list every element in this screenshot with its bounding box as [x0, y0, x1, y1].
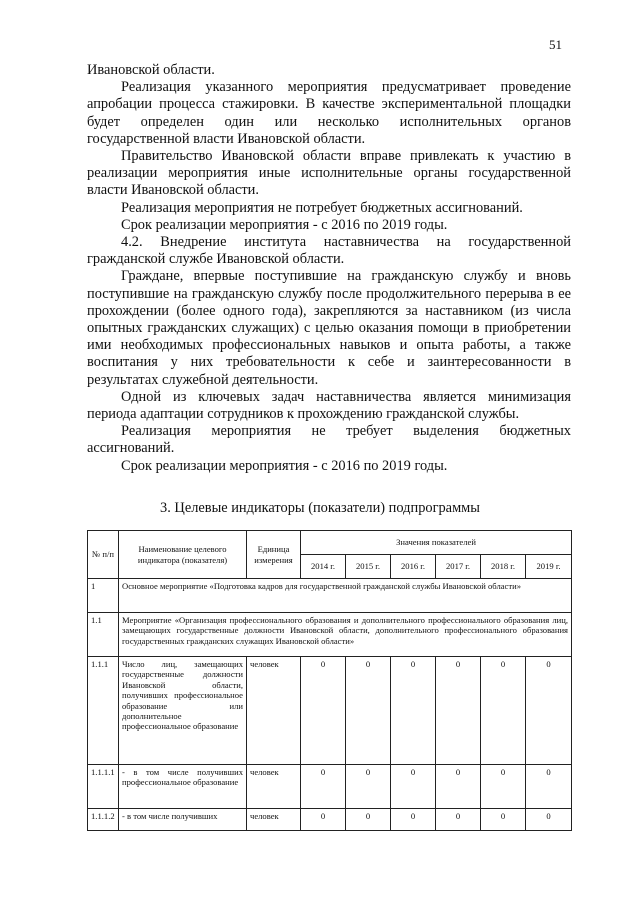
- paragraph: Реализация мероприятия не потребует бюджетных ассигнований.: [121, 199, 523, 216]
- header-unit: Единица измерения: [247, 531, 301, 579]
- row-unit: человек: [247, 657, 301, 765]
- header-year: 2017 г.: [436, 555, 481, 579]
- row-value: 0: [481, 809, 526, 831]
- row-num: 1.1: [88, 613, 119, 657]
- row-num: 1.1.1.1: [88, 765, 119, 809]
- row-value: 0: [301, 657, 346, 765]
- row-value: 0: [301, 765, 346, 809]
- paragraph: Реализация мероприятия не требует выделения бюджетных ассигнований.: [87, 423, 571, 457]
- header-year: 2016 г.: [391, 555, 436, 579]
- row-unit: человек: [247, 809, 301, 831]
- table-row: [88, 613, 572, 657]
- row-value: 0: [526, 809, 572, 831]
- row-value: 0: [436, 765, 481, 809]
- header-year: 2014 г.: [301, 555, 346, 579]
- row-num: 1: [88, 579, 119, 613]
- row-value: 0: [301, 809, 346, 831]
- paragraph: Срок реализации мероприятия - с 2016 по 2019 годы.: [121, 457, 448, 474]
- header-num: № п/п: [88, 531, 119, 579]
- row-name: - в том числе получивших: [119, 809, 247, 831]
- indicators-table: [87, 530, 572, 831]
- row-value: 0: [526, 657, 572, 765]
- row-value: 0: [391, 765, 436, 809]
- row-value: 0: [481, 765, 526, 809]
- paragraph: Срок реализации мероприятия - с 2016 по 2019 годы.: [121, 216, 448, 233]
- paragraph: Граждане, впервые поступившие на гражданскую службу и вновь поступившие на гражданскую службу после продолжительного перерыва в ее прохождении (более одного года), закрепляются за наставником (из числа опытных гражданских служащих) с целью оказания помощи в приобретении ими необходимых профессиональных навыков и опыта работы, а также воспитания у них требовательности к себе и заинтересованности в результатах служебной деятельности.: [87, 268, 571, 388]
- header-name: Наименование целевого индикатора (показателя): [119, 531, 247, 579]
- row-name: - в том числе получивших профессиональное образование: [119, 765, 247, 809]
- row-value: 0: [481, 657, 526, 765]
- table-row: [88, 579, 572, 613]
- row-value: 0: [436, 657, 481, 765]
- row-unit: человек: [247, 765, 301, 809]
- row-num: 1.1.1: [88, 657, 119, 765]
- table-row: [88, 765, 572, 809]
- paragraph: Реализация указанного мероприятия предусматривает проведение апробации процесса стажировки. В качестве экспериментальной площадки будет определен один или несколько исполнительных органов государственной власти Ивановской области.: [87, 79, 571, 147]
- row-span-text: Основное мероприятие «Подготовка кадров для государственной гражданской службы Ивановской области»: [119, 579, 572, 613]
- header-year: 2018 г.: [481, 555, 526, 579]
- row-value: 0: [436, 809, 481, 831]
- table-row: [88, 809, 572, 831]
- header-year: 2015 г.: [346, 555, 391, 579]
- row-value: 0: [391, 809, 436, 831]
- row-span-text: Мероприятие «Организация профессионального образования и дополнительного профессионального образования лиц, замещающих государственные должности Ивановской области, дополнительного профессионального образования государственных гражданских служащих Ивановской области»: [119, 613, 572, 657]
- header-year: 2019 г.: [526, 555, 572, 579]
- row-num: 1.1.1.2: [88, 809, 119, 831]
- row-value: 0: [346, 809, 391, 831]
- paragraph: Правительство Ивановской области вправе привлекать к участию в реализации мероприятия иные исполнительные органы государственной власти Ивановской области.: [87, 148, 571, 199]
- table-row: [88, 657, 572, 765]
- body-text: [87, 62, 571, 475]
- header-values: Значения показателей: [301, 531, 572, 555]
- row-value: 0: [391, 657, 436, 765]
- row-value: 0: [346, 765, 391, 809]
- row-value: 0: [526, 765, 572, 809]
- paragraph: Одной из ключевых задач наставничества является минимизация периода адаптации сотрудников к прохождению гражданской службы.: [87, 388, 571, 423]
- paragraph: Ивановской области.: [87, 62, 215, 78]
- row-value: 0: [346, 657, 391, 765]
- page-number: 51: [549, 37, 562, 52]
- row-name: Число лиц, замещающих государственные должности Ивановской области, получивших профессиональное образование или дополнительное профессиональное образование: [119, 657, 247, 765]
- paragraph: 4.2. Внедрение института наставничества на государственной гражданской службе Ивановской области.: [87, 234, 571, 268]
- section-title: 3. Целевые индикаторы (показатели) подпрограммы: [160, 500, 480, 516]
